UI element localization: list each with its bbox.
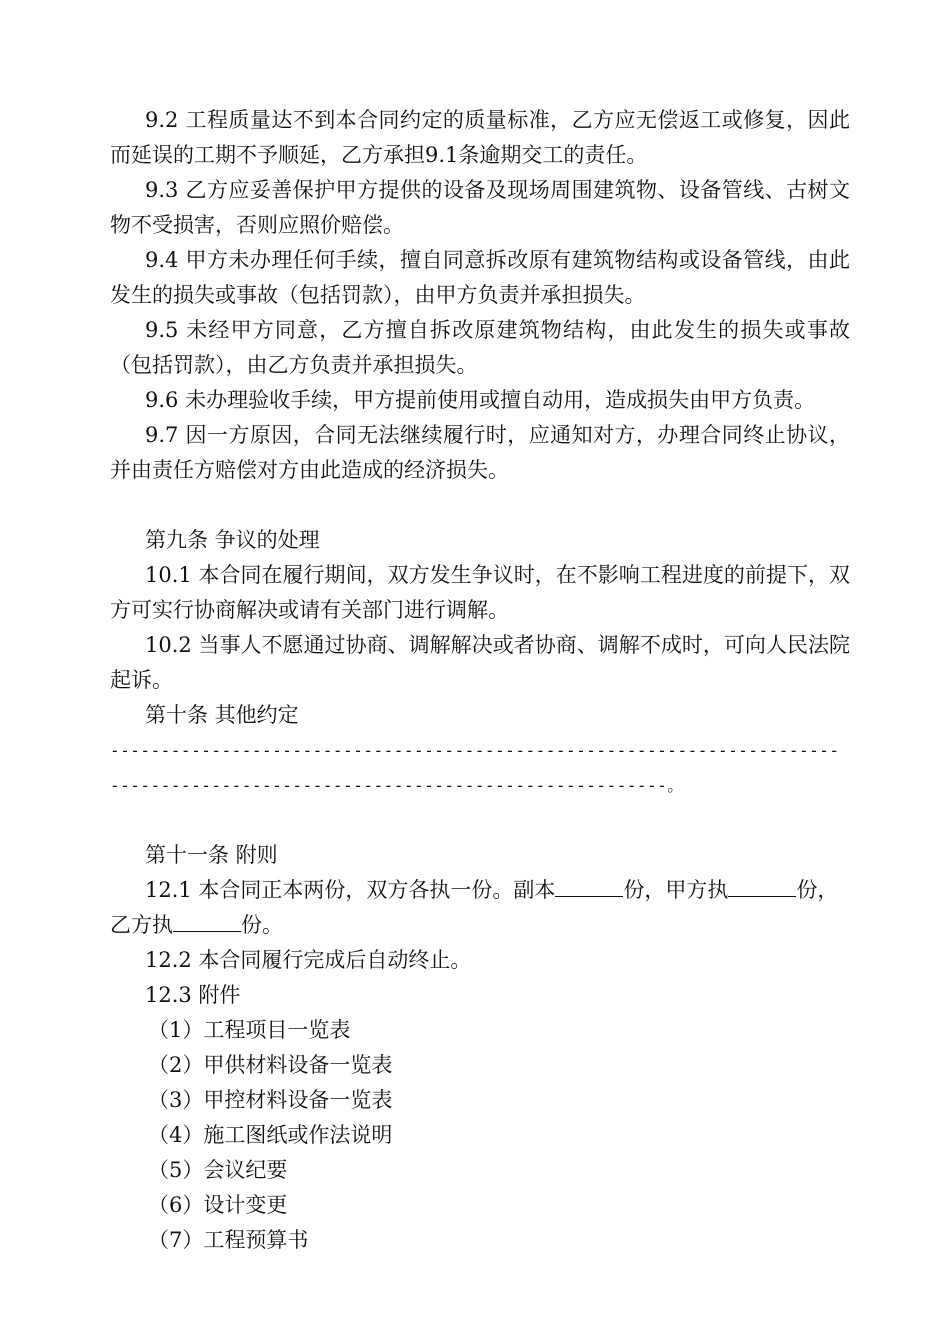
clause-10-1: 10.1 本合同在履行期间，双方发生争议时，在不影响工程进度的前提下，双方可实行协商解决或请有关部门进行调解。 (110, 563, 850, 622)
clause-9-4: 9.4 甲方未办理任何手续，擅自同意拆改原有建筑物结构或设备管线，由此发生的损失或事故（包括罚款），由甲方负责并承担损失。 (110, 248, 850, 307)
clause-9-3: 9.3 乙方应妥善保护甲方提供的设备及现场周围建筑物、设备管线、古树文物不受损害，否则应照价赔偿。 (110, 178, 850, 237)
clause-12-1-text: 乙方执 (110, 913, 173, 937)
article-9-heading: 第九条 争议的处理 (145, 528, 320, 552)
clause-12-2: 12.2 本合同履行完成后自动终止。 (145, 948, 472, 972)
attachment-item: （5）会议纪要 (148, 1158, 288, 1182)
copies-blank[interactable] (555, 876, 623, 897)
spacer (110, 803, 850, 838)
clause-12-1-text: 份。 (241, 913, 283, 937)
other-terms-dash-line: -------------------------------------------------------。 (110, 776, 684, 795)
article-11-heading: 第十一条 附则 (145, 843, 278, 867)
attachment-item: （7）工程预算书 (148, 1228, 309, 1252)
attachment-item: （6）设计变更 (148, 1193, 288, 1217)
other-terms-dash-line: ------------------------------------------------------------------------ (110, 741, 840, 760)
clause-12-1-text: 12.1 本合同正本两份，双方各执一份。副本 (145, 878, 556, 902)
clause-12-1-text: 份，甲方执 (623, 878, 729, 902)
spacer (110, 488, 850, 523)
clause-9-2: 9.2 工程质量达不到本合同约定的质量标准，乙方应无偿返工或修复，因此而延误的工期不予顺延，乙方承担9.1条逾期交工的责任。 (110, 108, 850, 167)
clause-12-1-text: 份， (796, 878, 839, 902)
clause-12-3: 12.3 附件 (145, 983, 241, 1007)
clause-10-2: 10.2 当事人不愿通过协商、调解解决或者协商、调解不成时，可向人民法院起诉。 (110, 633, 850, 692)
attachment-item: （3）甲控材料设备一览表 (148, 1088, 393, 1112)
article-10-heading: 第十条 其他约定 (145, 703, 299, 727)
attachment-item: （4）施工图纸或作法说明 (148, 1123, 393, 1147)
party-b-copies-blank[interactable] (173, 911, 241, 932)
clause-12-1 (110, 873, 850, 908)
attachment-item: （2）甲供材料设备一览表 (148, 1053, 393, 1077)
contract-page (110, 103, 850, 1258)
clause-9-6: 9.6 未办理验收手续，甲方提前使用或擅自动用，造成损失由甲方负责。 (145, 388, 816, 412)
clause-12-1-cont (110, 908, 850, 943)
clause-9-5: 9.5 未经甲方同意，乙方擅自拆改原建筑物结构，由此发生的损失或事故（包括罚款），由乙方负责并承担损失。 (110, 318, 850, 377)
clause-9-7: 9.7 因一方原因，合同无法继续履行时，应通知对方，办理合同终止协议，并由责任方赔偿对方由此造成的经济损失。 (110, 423, 850, 482)
party-a-copies-blank[interactable] (728, 876, 796, 897)
attachment-item: （1）工程项目一览表 (148, 1018, 351, 1042)
